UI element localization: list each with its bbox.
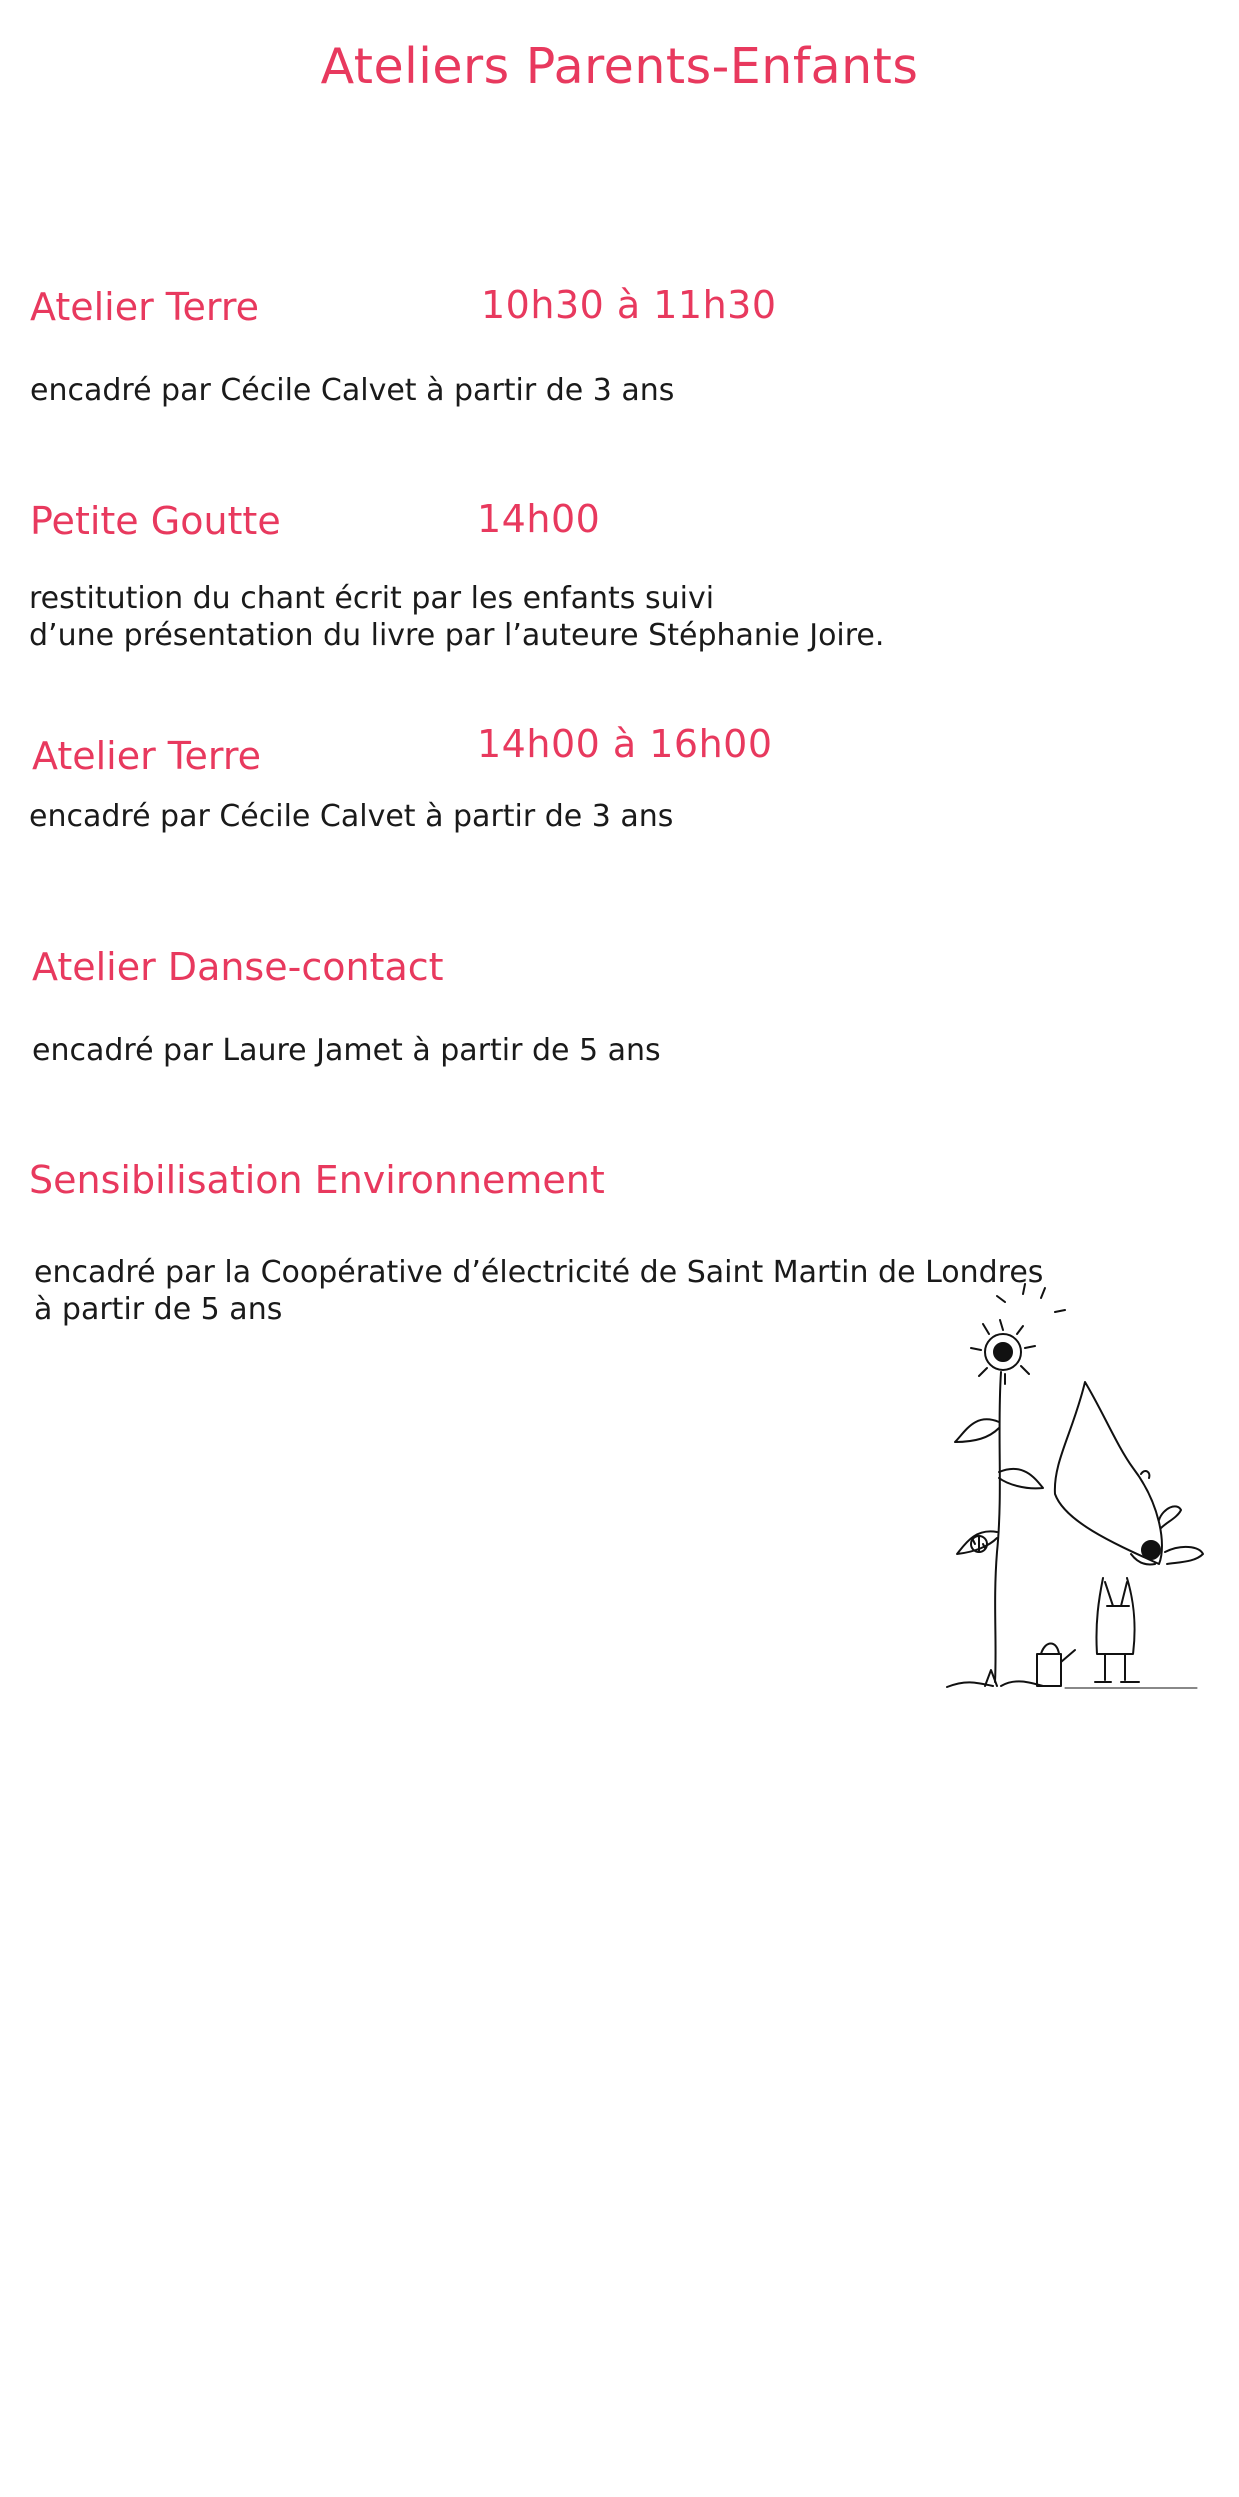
session-3-time: 14h00 à 16h00 <box>477 722 773 766</box>
child-with-sunflower-drawing-icon <box>945 1282 1225 1692</box>
session-3-description: encadré par Cécile Calvet à partir de 3 ans <box>29 799 674 834</box>
session-2-time: 14h00 <box>477 497 601 541</box>
session-4-name: Atelier Danse-contact <box>32 945 444 989</box>
session-4-description: encadré par Laure Jamet à partir de 5 ans <box>32 1033 661 1068</box>
session-3-name: Atelier Terre <box>32 734 262 778</box>
session-5-name: Sensibilisation Environnement <box>29 1158 605 1202</box>
page-title: Ateliers Parents-Enfants <box>320 38 919 95</box>
session-2-description-line-1: restitution du chant écrit par les enfants suivi <box>29 581 715 616</box>
session-1-name: Atelier Terre <box>30 285 260 329</box>
session-5-description-line-1: encadré par la Coopérative d’électricité de Saint Martin de Londres <box>34 1255 1044 1290</box>
session-5-description-line-2: à partir de 5 ans <box>34 1292 283 1327</box>
session-1-time: 10h30 à 11h30 <box>481 283 777 327</box>
session-2-description-line-2: d’une présentation du livre par l’auteure Stéphanie Joire. <box>29 618 885 653</box>
session-2-name: Petite Goutte <box>30 499 281 543</box>
session-1-description: encadré par Cécile Calvet à partir de 3 ans <box>30 373 675 408</box>
